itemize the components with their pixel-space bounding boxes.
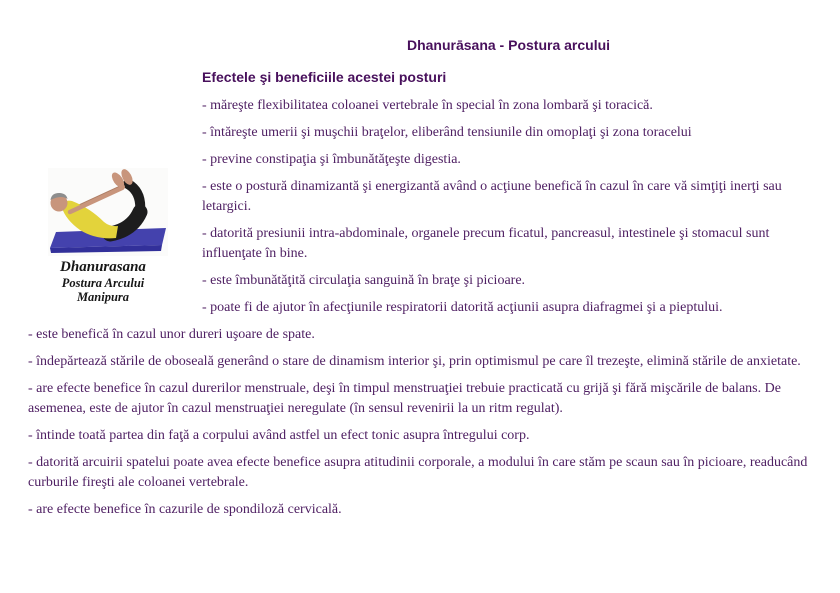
benefit-item: - previne constipaţia şi îmbunătăţeşte digestia. bbox=[202, 152, 461, 167]
benefit-item: - îndepărtează stările de oboseală generând o stare de dinamism interior şi, prin optimismul pe care îl trezeşte, elimină stările de anxietate. bbox=[28, 354, 801, 369]
benefit-item: - datorită arcuirii spatelui poate avea efecte benefice asupra atitudinii corporale, a modului în care stăm pe scaun sau în picioare, readucând curburile fireşti ale coloanei vertebrale. bbox=[28, 455, 808, 490]
bow-pose-illustration bbox=[48, 168, 168, 256]
pose-photo bbox=[48, 168, 168, 256]
benefit-item: - este îmbunătăţită circulaţia sanguină în braţe şi picioare. bbox=[202, 273, 526, 288]
benefit-item: - poate fi de ajutor în afecţiunile respiratorii datorită acţiunii asupra diafragmei şi a pieptului. bbox=[202, 300, 723, 315]
benefit-item: - datorită presiunii intra-abdominale, organele precum ficatul, pancreasul, intestinele şi stomacul sunt influenţate în bine. bbox=[202, 226, 770, 261]
benefit-item: - întăreşte umerii şi muşchii braţelor, eliberând tensiunile din omoplaţi şi zona toracelui bbox=[202, 125, 692, 140]
benefit-item: - este o postură dinamizantă şi energizantă având o acţiune benefică în cazul în care vă simţiţi inerţi sau letargici. bbox=[202, 179, 782, 214]
pose-figure bbox=[28, 36, 202, 304]
benefit-item: - are efecte benefice în cazul durerilor menstruale, deşi în timpul menstruaţiei trebuie practicată cu grijă şi fără mişcările de balans. De asemenea, este de ajutor în cazul menstruaţiei neregulate (în sensul revenirii la un ritm regulat). bbox=[28, 381, 781, 416]
pose-chakra: Manipura bbox=[76, 290, 130, 304]
page-title: Dhanurāsana - Postura arcului bbox=[406, 37, 611, 53]
benefit-item: - întinde toată partea din faţă a corpului având astfel un efect tonic asupra întregului corp. bbox=[28, 428, 530, 443]
section-heading: Efectele şi beneficiile acestei posturi bbox=[202, 69, 447, 85]
benefits-full-width bbox=[28, 325, 815, 520]
pose-translation: Postura Arcului bbox=[61, 276, 145, 290]
pose-name: Dhanurasana bbox=[60, 259, 146, 275]
pose-caption bbox=[28, 259, 178, 304]
benefit-item: - măreşte flexibilitatea coloanei vertebrale în special în zona lombară şi toracică. bbox=[202, 98, 653, 113]
benefit-item: - are efecte benefice în cazurile de spondiloză cervicală. bbox=[28, 502, 342, 517]
benefit-item: - este benefică în cazul unor dureri uşoare de spate. bbox=[28, 327, 315, 342]
